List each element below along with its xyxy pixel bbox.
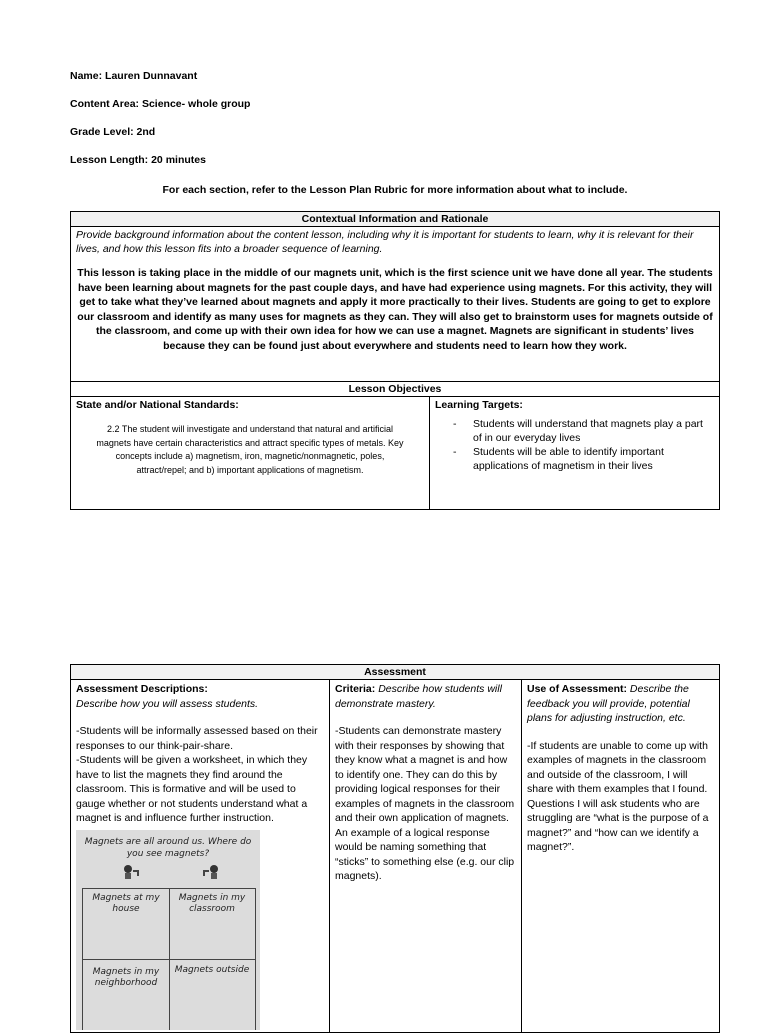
worksheet-cell-classroom: Magnets in my classroom [178,892,246,914]
use-text: -If students are unable to come up with examples of magnets in the classroom and outside of the classroom, I will share with them examples that I found. Questions I will ask students who are struggling are “what is the purpose of a magnet?” and “how can we identify a magnet?”. [527,739,709,853]
grade-level-label: Grade Level: [70,126,134,138]
use-cell [522,680,720,1033]
contextual-prompt: Provide background information about the content lesson, including why it is important for students to learn, why it is relevant for their lives, and how this lesson fits into a broader sequence of learning. [76,229,694,255]
criteria-text: -Students can demonstrate mastery with their responses by showing that they know what a magnet is and how to identify one. They can do this by providing logical responses for their examples of magnets in the classroom and their own application of magnets. An example of a logical response would be naming something that “sticks” to something else (e.g. our clip magnets). [335,725,515,882]
magnet-kid-icon [120,864,142,882]
assessment-desc-cell [71,680,330,1033]
contextual-body: This lesson is taking place in the middle of our magnets unit, which is the first science unit we have done all year. The students have been learning about magnets for the past couple days, and have had experience using magnets. For this activity, they will get to take what they’ve learned about magnets and apply it more practically to their lives. Students are going to get to explore our classroom and identify as many uses for magnets as they can. They will also get to brainstorm uses for magnets outside of the classroom, and come up with their own idea for how we can use a magnet. Magnets are significant in students’ lives because they can be found just about everywhere and students need to learn how they work. [77,267,713,352]
assessment-table [70,664,720,1033]
targets-cell [430,397,720,510]
name-line [70,70,197,82]
worksheet-cell-outside: Magnets outside [174,964,250,975]
name-value: Lauren Dunnavant [105,70,198,82]
assessment-desc-text-1: -Students will be informally assessed based on their responses to our think-pair-share. [76,725,318,752]
context-objectives-table [70,211,720,510]
use-prompt: Describe the feedback you will provide, potential plans for adjusting instruction, etc. [527,683,690,724]
assessment-desc-prompt: Describe how you will assess students. [76,697,259,710]
standards-text: 2.2 The student will investigate and understand that natural and artificial magnets have certain characteristics and attract specific types of metals. Key concepts include a) magnetism, iron, magnetic/nonmagnetic, poles, attract/repel; and b) important applications of magnetism. [96,424,404,475]
target-item: - Students will understand that magnets play a part of in our everyday lives [453,417,714,445]
criteria-cell [330,680,522,1033]
criteria-label: Criteria: [335,683,376,695]
magnet-kid-icon [200,864,222,882]
lesson-length-label: Lesson Length: [70,154,149,166]
content-area-value: Science- whole group [141,98,251,110]
grade-level-value: 2nd [136,126,156,138]
assessment-title: Assessment [71,665,720,680]
lesson-length-line [70,154,206,166]
standards-cell [71,397,430,510]
name-label: Name: [70,70,103,82]
target-item: - Students will be able to identify important applications of magnetism in their lives [453,445,714,473]
contextual-cell [71,227,720,382]
objectives-title: Lesson Objectives [71,382,720,397]
content-area-line [70,98,250,110]
worksheet-photo [76,830,260,1030]
use-label: Use of Assessment: [527,683,627,695]
rubric-instruction: For each section, refer to the Lesson Plan Rubric for more information about what to include. [162,184,628,196]
worksheet-cell-house: Magnets at my house [92,892,160,914]
assessment-desc-label: Assessment Descriptions: [76,683,208,695]
worksheet-cell-neighborhood: Magnets in my neighborhood [92,966,160,988]
criteria-prompt: Describe how students will demonstrate mastery. [335,683,502,710]
targets-label: Learning Targets: [435,399,523,411]
worksheet-title: Magnets are all around us. Where do you see magnets? [84,836,252,859]
content-area-label: Content Area: [70,98,140,110]
assessment-desc-text-2: -Students will be given a worksheet, in which they have to list the magnets they find around the classroom. This is formative and will be used to gauge whether or not students understand what a magnet is and influence further instruction. [76,754,308,824]
lesson-length-value: 20 minutes [151,154,206,166]
worksheet-grid [82,888,256,1030]
contextual-title: Contextual Information and Rationale [71,212,720,227]
standards-label: State and/or National Standards: [76,399,239,411]
targets-list [435,417,714,473]
grade-level-line [70,126,155,138]
